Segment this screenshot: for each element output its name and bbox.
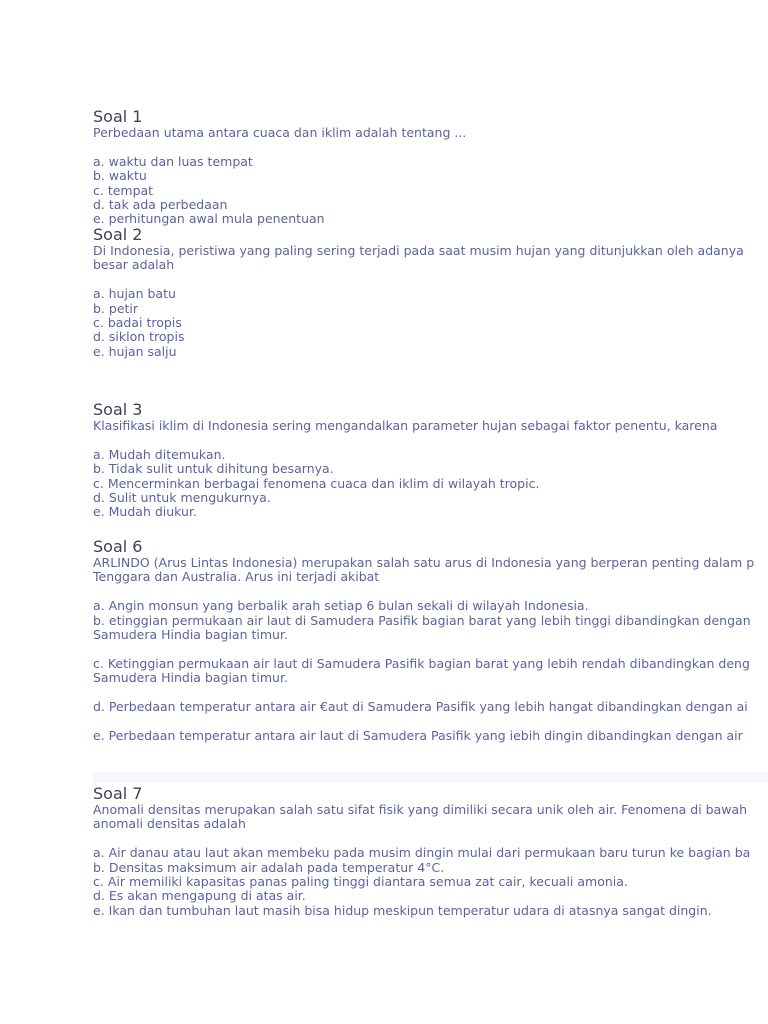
question-block-7 bbox=[93, 784, 768, 918]
option-e: e. Mudah diukur. bbox=[93, 504, 197, 520]
option-c: c. badai tropis bbox=[93, 315, 182, 331]
option-b: b. waktu bbox=[93, 168, 147, 184]
question-block-2 bbox=[93, 225, 768, 359]
question-block-3 bbox=[93, 400, 768, 520]
separator-band bbox=[93, 772, 768, 783]
spacer bbox=[93, 433, 768, 447]
spacer bbox=[93, 642, 768, 656]
option-c-cont: Samudera Hindia bagian timur. bbox=[93, 670, 288, 686]
option-b-cont: Samudera Hindia bagian timur. bbox=[93, 627, 288, 643]
option-b: b. Densitas maksimum air adalah pada temperatur 4°C. bbox=[93, 859, 445, 875]
option-c: c. Mencerminkan berbagai fenomena cuaca dan iklim di wilayah tropic. bbox=[93, 475, 540, 491]
option-e: e. Perbedaan temperatur antara air laut di Samudera Pasifik yang iebih dingin dibandingkan dengan air bbox=[93, 727, 743, 743]
spacer bbox=[93, 832, 768, 846]
question-text: Klasifikasi iklim di Indonesia sering mengandalkan parameter hujan sebagai faktor penentu, karena bbox=[93, 418, 718, 433]
option-e: e. Ikan dan tumbuhan laut masih bisa hidup meskipun temperatur udara di atasnya sangat dingin. bbox=[93, 902, 712, 918]
option-a: a. Air danau atau laut akan membeku pada musim dingin mulai dari permukaan baru turun ke bagian ba bbox=[93, 845, 751, 861]
option-d: d. Sulit untuk mengukurnya. bbox=[93, 490, 271, 506]
option-b: b. petir bbox=[93, 300, 139, 316]
question-text: besar adalah bbox=[93, 257, 175, 273]
option-c: c. Ketinggian permukaan air laut di Samudera Pasifik bagian barat yang lebih rendah dibandingkan deng bbox=[93, 655, 750, 671]
spacer bbox=[93, 585, 768, 599]
option-c: c. tempat bbox=[93, 182, 154, 198]
question-text: Tenggara dan Australia. Arus ini terjadi akibat bbox=[93, 569, 380, 585]
option-a: a. Angin monsun yang berbalik arah setiap 6 bulan sekali di wilayah Indonesia. bbox=[93, 598, 589, 614]
option-d: d. siklon tropis bbox=[93, 329, 185, 345]
option-e: e. hujan salju bbox=[93, 343, 177, 359]
option-d: d. tak ada perbedaan bbox=[93, 197, 228, 213]
question-text: Anomali densitas merupakan salah satu sifat fisik yang dimiliki secara unik oleh air. Fenomena di bawah bbox=[93, 802, 748, 817]
question-text: ARLINDO (Arus Lintas Indonesia) merupakan salah satu arus di Indonesia yang berperan penting dalam p bbox=[93, 555, 755, 570]
option-a: a. Mudah ditemukan. bbox=[93, 446, 226, 462]
question-title: Soal 3 bbox=[93, 400, 143, 419]
question-text: Perbedaan utama antara cuaca dan iklim adalah tentang ... bbox=[93, 125, 467, 140]
spacer bbox=[93, 686, 768, 700]
option-b: b. Tidak sulit untuk dihitung besarnya. bbox=[93, 461, 334, 477]
option-a: a. hujan batu bbox=[93, 286, 176, 302]
option-a: a. waktu dan luas tempat bbox=[93, 153, 253, 169]
option-d: d. Es akan mengapung di atas air. bbox=[93, 888, 306, 904]
question-title: Soal 1 bbox=[93, 107, 143, 126]
question-title: Soal 2 bbox=[93, 225, 143, 244]
option-c: c. Air memiliki kapasitas panas paling tinggi diantara semua zat cair, kecuali amonia. bbox=[93, 874, 628, 890]
question-title: Soal 6 bbox=[93, 537, 143, 556]
question-text: anomali densitas adalah bbox=[93, 816, 246, 832]
spacer bbox=[93, 140, 768, 154]
question-text: Di Indonesia, peristiwa yang paling sering terjadi pada saat musim hujan yang ditunjukkan oleh adanya bbox=[93, 243, 744, 258]
option-d: d. Perbedaan temperatur antara air €aut di Samudera Pasifik yang lebih hangat dibandingkan dengan ai bbox=[93, 699, 748, 715]
question-title: Soal 7 bbox=[93, 784, 143, 803]
option-e: e. perhitungan awal mula penentuan bbox=[93, 211, 325, 227]
question-block-6 bbox=[93, 537, 768, 743]
option-b: b. etinggian permukaan air laut di Samudera Pasifik bagian barat yang lebih tinggi dibandingkan dengan bbox=[93, 612, 751, 628]
question-block-1 bbox=[93, 107, 768, 227]
spacer bbox=[93, 273, 768, 287]
spacer bbox=[93, 714, 768, 728]
